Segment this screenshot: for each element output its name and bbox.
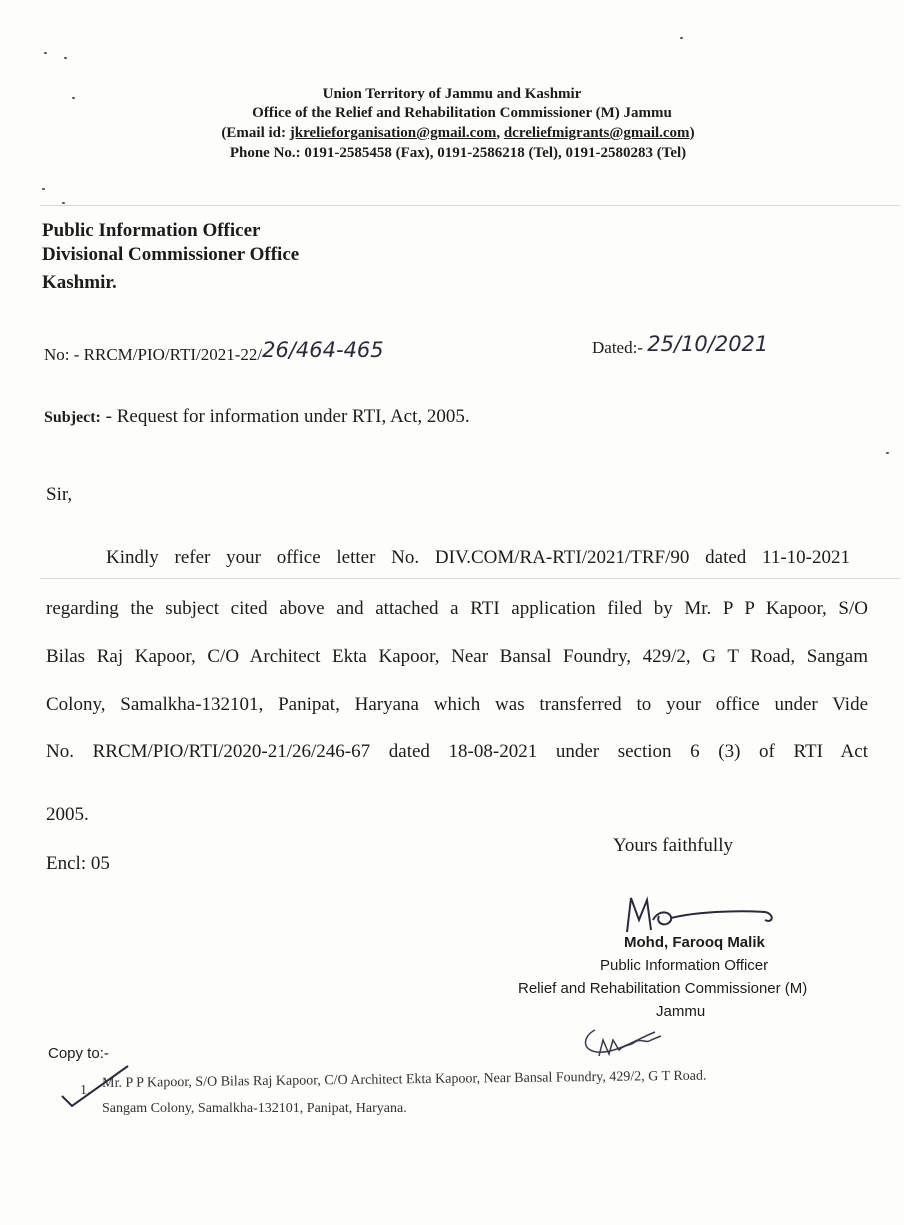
- body-line-1: Kindly refer your office letter No. DIV.COM/RA-RTI/2021/TRF/90 dated 11-10-2021: [106, 547, 850, 568]
- signatory-name: Mohd, Farooq Malik: [624, 934, 765, 951]
- body-line-3: Bilas Raj Kapoor, C/O Architect Ekta Kapoor, Near Bansal Foundry, 429/2, G T Road, Sangam: [46, 646, 868, 667]
- email-prefix: (Email id:: [221, 125, 290, 141]
- copy-to-item-line-1: Mr. P P Kapoor, S/O Bilas Raj Kapoor, C/O Architect Ekta Kapoor, Near Bansal Foundry, 429/2, G T Road.: [102, 1068, 707, 1091]
- scan-speck: [62, 202, 65, 204]
- email-separator: ,: [496, 125, 504, 141]
- signatory-designation: Public Information Officer: [600, 957, 769, 974]
- scan-speck: [886, 452, 889, 454]
- letterhead-email-line: [6, 125, 904, 142]
- reference-number-handwritten: 26/464-465: [262, 338, 384, 362]
- reference-date-handwritten: 25/10/2021: [647, 332, 769, 356]
- body-line-2: regarding the subject cited above and attached a RTI application filed by Mr. P P Kapoor, S/O: [46, 598, 868, 619]
- email-link-2[interactable]: dcreliefmigrants@gmail.com: [503, 125, 690, 141]
- addressee-line-3: Kashmir.: [42, 272, 117, 293]
- reference-number-label: No: - RRCM/PIO/RTI/2021-22/: [44, 345, 263, 364]
- body-line-6: 2005.: [46, 804, 89, 825]
- scan-speck: [64, 57, 67, 59]
- reference-date-label: Dated:-: [592, 338, 643, 357]
- addressee-line-2: Divisional Commissioner Office: [42, 244, 300, 265]
- body-line-5: No. RRCM/PIO/RTI/2020-21/26/246-67 dated 18-08-2021 under section 6 (3) of RTI Act: [46, 741, 868, 762]
- subject-line: [44, 406, 470, 428]
- letterhead-ut-name: Union Territory of Jammu and Kashmir: [322, 86, 582, 102]
- copy-to-label: Copy to:-: [48, 1045, 109, 1062]
- letterhead-office-name: Office of the Relief and Rehabilitation Commissioner (M) Jammu: [252, 105, 672, 121]
- reference-date: [592, 334, 768, 358]
- scan-speck: [42, 188, 45, 190]
- initials-scribble: [575, 1010, 685, 1062]
- salutation: Sir,: [46, 484, 73, 505]
- closing: Yours faithfully: [613, 835, 733, 856]
- scan-fold-line: [40, 578, 900, 579]
- scan-speck: [680, 37, 683, 39]
- signatory-city: Jammu: [656, 1003, 706, 1020]
- signatory-office: Relief and Rehabilitation Commissioner (M): [518, 980, 808, 997]
- email-link-1[interactable]: jkrelieforganisation@gmail.com: [289, 125, 497, 141]
- scan-fold-line: [40, 205, 900, 206]
- copy-to-item-line-2: Sangam Colony, Samalkha-132101, Panipat, Haryana.: [102, 1101, 407, 1116]
- subject-text: - Request for information under RTI, Act, 2005.: [100, 406, 470, 427]
- body-line-4: Colony, Samalkha-132101, Panipat, Haryana which was transferred to your office under Vide: [46, 694, 868, 715]
- email-suffix: ): [689, 125, 695, 141]
- copy-to-item-number: 1.: [80, 1083, 91, 1098]
- reference-number: [44, 338, 384, 365]
- addressee-line-1: Public Information Officer: [42, 220, 261, 241]
- scan-speck: [44, 52, 47, 54]
- enclosure: Encl: 05: [46, 853, 110, 874]
- subject-label: Subject:: [44, 409, 101, 426]
- letterhead-phone-line: Phone No.: 0191-2585458 (Fax), 0191-2586218 (Tel), 0191-2580283 (Tel): [229, 145, 687, 161]
